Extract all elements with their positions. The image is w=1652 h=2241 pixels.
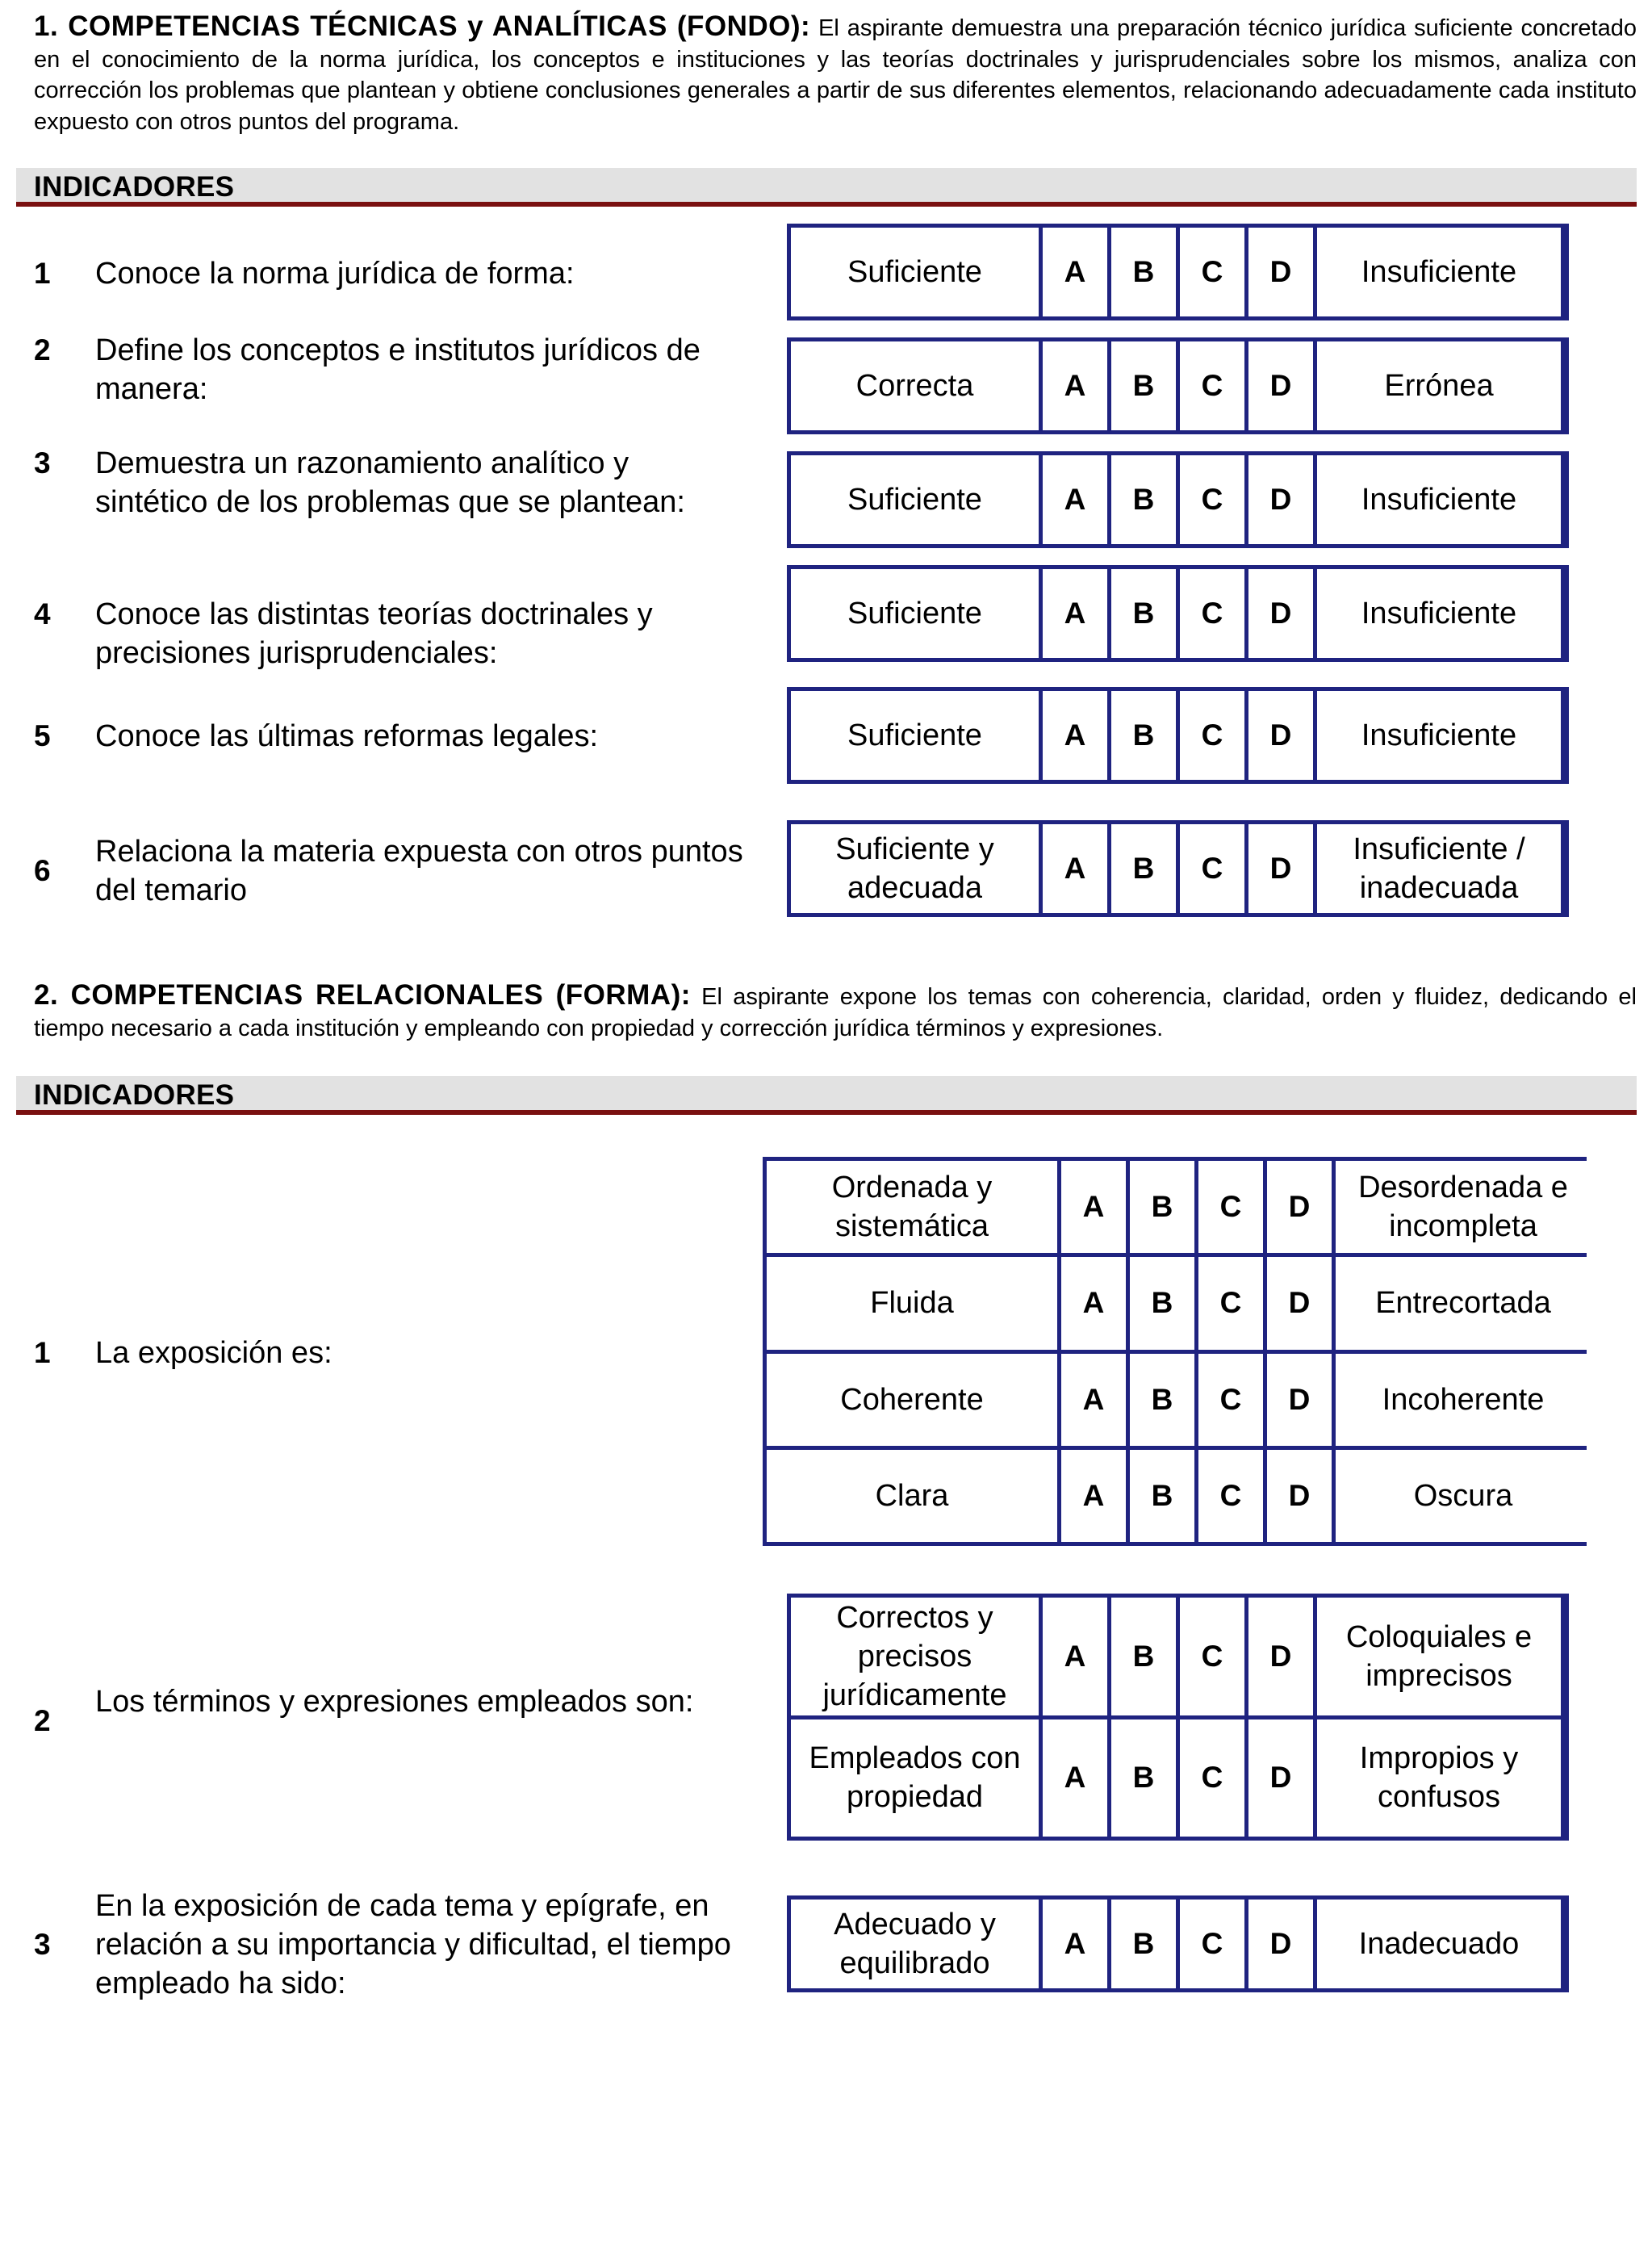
indicators-label: INDICADORES [34,171,235,203]
grade-d-option[interactable]: D [1248,1719,1313,1837]
grade-d-option[interactable]: D [1248,691,1313,780]
section-2-description [34,980,1637,1044]
grade-a-option[interactable]: A [1043,341,1107,430]
rating-negative-label: Coloquiales e imprecisos [1317,1598,1561,1715]
rating-grid [763,1157,1587,1546]
grade-d-option[interactable]: D [1267,1257,1332,1349]
rating-positive-label: Suficiente y adecuada [791,824,1039,913]
grade-a-option[interactable]: A [1043,824,1107,913]
grade-a-option[interactable]: A [1043,569,1107,658]
grade-b-option[interactable]: B [1130,1257,1194,1349]
grade-c-option[interactable]: C [1180,824,1244,913]
rating-grid [787,687,1569,784]
section-1-heading: 1. COMPETENCIAS TÉCNICAS y ANALÍTICAS (FONDO): [34,10,811,42]
rating-positive-label: Suficiente [791,455,1039,544]
grade-d-option[interactable]: D [1248,455,1313,544]
rating-grid [787,451,1569,548]
indicators-label: INDICADORES [34,1079,235,1111]
item-number: 1 [34,1336,51,1369]
grade-d-option[interactable]: D [1248,228,1313,316]
grade-b-option[interactable]: B [1111,1900,1176,1988]
grade-a-option[interactable]: A [1061,1161,1126,1253]
rating-grid [787,820,1569,917]
grade-b-option[interactable]: B [1111,1598,1176,1715]
grade-a-option[interactable]: A [1043,691,1107,780]
rating-positive-label: Empleados con propiedad [791,1719,1039,1837]
item-number: 5 [34,719,51,752]
item-number: 3 [34,446,51,480]
item-question: La exposición es: [95,1336,332,1370]
grade-b-option[interactable]: B [1111,341,1176,430]
rating-grid [787,1895,1569,1992]
rating-negative-label: Insuficiente [1317,569,1561,658]
rating-negative-label: Insuficiente / inadecuada [1317,824,1561,913]
grade-a-option[interactable]: A [1043,1719,1107,1837]
rating-negative-label: Insuficiente [1317,228,1561,316]
grade-c-option[interactable]: C [1180,569,1244,658]
grade-b-option[interactable]: B [1130,1354,1194,1446]
grade-b-option[interactable]: B [1111,569,1176,658]
item-question: Define los conceptos e institutos jurídicos de manera: [95,333,701,406]
item-number: 3 [34,1928,51,1961]
rating-negative-label: Incoherente [1336,1354,1591,1446]
grade-c-option[interactable]: C [1180,455,1244,544]
section-1-intro: El aspirante demuestra una preparación técnico jurídica suficiente concretado en el conocimiento de la norma jurídica, los conceptos e instituciones y las teorías doctrinales y jurisprudenciales sobre los mismos, analiza con corrección los problemas que plantean y obtiene conclusiones generales a partir de sus diferentes elementos, relacionando adecuadamente cada instituto expuesto con otros puntos del programa. [34,15,1637,135]
grade-b-option[interactable]: B [1111,228,1176,316]
grade-b-option[interactable]: B [1111,1719,1176,1837]
grade-c-option[interactable]: C [1180,691,1244,780]
rating-negative-label: Errónea [1317,341,1561,430]
grade-c-option[interactable]: C [1180,341,1244,430]
rating-positive-label: Coherente [767,1354,1057,1446]
grade-d-option[interactable]: D [1248,824,1313,913]
grade-a-option[interactable]: A [1043,1900,1107,1988]
item-question: Los términos y expresiones empleados son: [95,1685,694,1719]
grade-c-option[interactable]: C [1198,1450,1263,1542]
rating-positive-label: Suficiente [791,691,1039,780]
grade-d-option[interactable]: D [1248,341,1313,430]
grade-d-option[interactable]: D [1248,569,1313,658]
rating-positive-label: Adecuado y equilibrado [791,1900,1039,1988]
indicators-bar-1 [16,168,1637,207]
grade-d-option[interactable]: D [1267,1450,1332,1542]
grade-a-option[interactable]: A [1061,1354,1126,1446]
item-question: Conoce las últimas reformas legales: [95,719,599,753]
grade-a-option[interactable]: A [1061,1450,1126,1542]
rating-positive-label: Correcta [791,341,1039,430]
item-question: Conoce la norma jurídica de forma: [95,257,575,291]
grade-a-option[interactable]: A [1061,1257,1126,1349]
rating-positive-label: Suficiente [791,569,1039,658]
grade-a-option[interactable]: A [1043,1598,1107,1715]
rating-positive-label: Ordenada y sistemática [767,1161,1057,1253]
section-2-intro: El aspirante expone los temas con coherencia, claridad, orden y fluidez, dedicando el tiempo necesario a cada institución y empleando con propiedad y corrección jurídica términos y expresiones. [34,984,1637,1041]
grade-b-option[interactable]: B [1111,455,1176,544]
item-number: 4 [34,597,51,630]
grade-d-option[interactable]: D [1267,1354,1332,1446]
rating-negative-label: Insuficiente [1317,455,1561,544]
indicators-bar-2 [16,1076,1637,1115]
rating-positive-label: Fluida [767,1257,1057,1349]
item-number: 2 [34,1704,51,1737]
grade-c-option[interactable]: C [1198,1161,1263,1253]
rating-grid [787,1594,1569,1841]
grade-a-option[interactable]: A [1043,228,1107,316]
rating-positive-label: Correctos y precisos jurídicamente [791,1598,1039,1715]
grade-b-option[interactable]: B [1130,1450,1194,1542]
item-number: 6 [34,854,51,887]
grade-d-option[interactable]: D [1267,1161,1332,1253]
grade-b-option[interactable]: B [1130,1161,1194,1253]
item-number: 1 [34,257,51,290]
item-number: 2 [34,333,51,367]
rating-positive-label: Suficiente [791,228,1039,316]
grade-c-option[interactable]: C [1198,1257,1263,1349]
grade-a-option[interactable]: A [1043,455,1107,544]
rating-negative-label: Desordenada e incompleta [1336,1161,1591,1253]
grade-d-option[interactable]: D [1248,1900,1313,1988]
grade-c-option[interactable]: C [1180,1900,1244,1988]
grade-c-option[interactable]: C [1198,1354,1263,1446]
grade-c-option[interactable]: C [1180,1598,1244,1715]
rating-negative-label: Oscura [1336,1450,1591,1542]
grade-c-option[interactable]: C [1180,228,1244,316]
rating-negative-label: Inadecuado [1317,1900,1561,1988]
section-1-description [34,11,1637,137]
rating-negative-label: Impropios y confusos [1317,1719,1561,1837]
rating-grid [787,224,1569,320]
item-question: Conoce las distintas teorías doctrinales y precisiones jurisprudenciales: [95,597,653,670]
item-question: Demuestra un razonamiento analítico y sintético de los problemas que se plantean: [95,446,685,519]
rating-negative-label: Entrecortada [1336,1257,1591,1349]
section-2-heading: 2. COMPETENCIAS RELACIONALES (FORMA): [34,979,691,1011]
rating-negative-label: Insuficiente [1317,691,1561,780]
grade-b-option[interactable]: B [1111,691,1176,780]
item-question: En la exposición de cada tema y epígrafe, en relación a su importancia y dificultad, el tiempo empleado ha sido: [95,1889,731,2000]
rating-grid [787,337,1569,434]
grade-b-option[interactable]: B [1111,824,1176,913]
rating-grid [787,565,1569,662]
rating-positive-label: Clara [767,1450,1057,1542]
grade-d-option[interactable]: D [1248,1598,1313,1715]
grade-c-option[interactable]: C [1180,1719,1244,1837]
item-question: Relaciona la materia expuesta con otros puntos del temario [95,835,743,907]
